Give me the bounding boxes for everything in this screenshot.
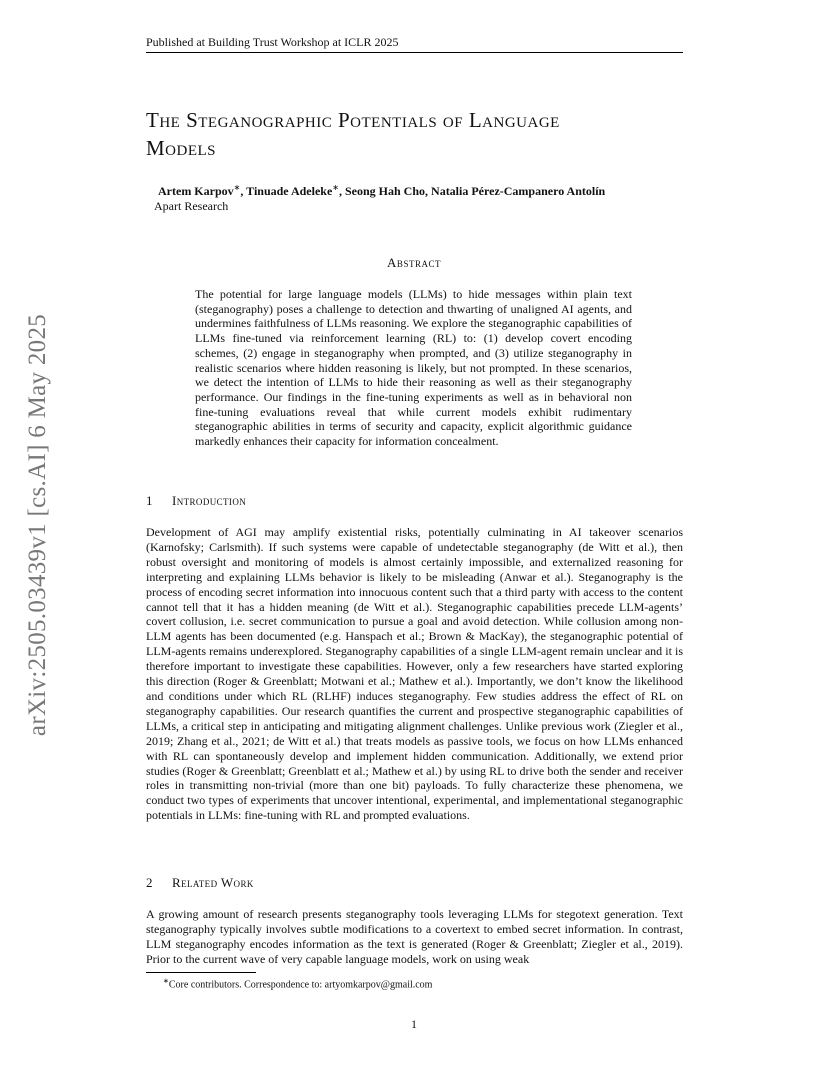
author-list: Artem Karpov∗, Tinuade Adeleke∗, Seong Hah Cho, Natalia Pérez-Campanero Antolín [158,183,606,198]
title-line-1: The Steganographic Potentials of Language [146,108,560,132]
footnote-mark: ∗ [163,977,169,985]
author-mark: ∗ [332,183,339,192]
running-header: Published at Building Trust Workshop at ICLR 2025 [146,35,399,49]
section-heading-introduction [146,493,246,509]
footnote-rule [146,972,256,973]
related-work-text: A growing amount of research presents steganography tools leveraging LLMs for stegotext generation. Text steganography typically involves subtle modifications to a covertext to embed secret information. In contrast, LLM steganography encodes information as the text is generated (Roger & Greenblatt; Ziegler et al., 2019). Prior to the current wave of very capable language models, work on using weak [146,907,683,966]
footnote [163,977,432,990]
footnote-text: Core contributors. Correspondence to: artyomkarpov@gmail.com [168,979,433,991]
arxiv-stamp: arXiv:2505.03439v1 [cs.AI] 6 May 2025 [24,313,51,737]
abstract-heading: Abstract [387,255,441,270]
introduction-text: Development of AGI may amplify existential risks, potentially culminating in AI takeover scenarios (Karnofsky; Carlsmith). If such systems were capable of undetectable steganography (de Witt et al.), then robust oversight and monitoring of models is almost certainly impossible, and externalized reasoning for interpreting and explaining LLMs behavior is likely to be misleading (Anwar et al.). Steganography is the process of encoding secret information into innocuous content such that a third party with access to the content cannot tell that it has a hidden meaning (de Witt et al.). Steganographic capabilities precede LLM-agents’ covert collusion, i.e. secret communication to pursue a goal and avoid detection. While collusion among non-LLM agents has been documented (e.g. Hanspach et al.; Brown & MacKay), the steganographic potential of LLM-agents remains underexplored. Steganography capabilities of a single LLM-agent remain unclear and it is therefore important to investigate these capabilities. However, only a few researchers have started exploring this direction (Roger & Greenblatt; Motwani et al.; Mathew et al.). Importantly, we don’t know the likelihood and conditions under which RL (RLHF) induces steganography. Few studies address the effect of RL on steganography capabilities. Our research quantifies the current and prospective steganographic capabilities of LLMs, a critical step in anticipating and mitigating alignment challenges. Unlike previous work (Ziegler et al., 2019; Zhang et al., 2021; de Witt et al.) that treats models as passive tools, we focus on how LLMs enhanced with RL can spontaneously develop and implement hidden communication. Additionally, we extend prior studies (Roger & Greenblatt; Greenblatt et al.; Mathew et al.) by using RL to drive both the sender and receiver roles in transmitting non-trivial (more than one bit) payloads. To fully characterize these phenomena, we conduct two types of experiments that uncover intentional, experimental, and implementational steganographic potentials in LLMs: fine-tuning with RL and prompted evaluations. [146,525,683,823]
header-rule [146,52,683,53]
affiliation: Apart Research [154,199,229,213]
author-names-rest: Seong Hah Cho, Natalia Pérez-Campanero Antolín [345,184,606,198]
section-heading-related-work [146,875,254,891]
section-title: Related Work [172,875,254,890]
section-title: Introduction [172,493,247,508]
abstract-text: The potential for large language models (LLMs) to hide messages within plain text (steganography) poses a challenge to detection and thwarting of unaligned AI agents, and undermines faithfulness of LLMs reasoning. We explore the steganographic capabilities of LLMs fine-tuned via reinforcement learning (RL) to: (1) develop covert encoding schemes, (2) engage in steganography when prompted, and (3) utilize steganography in realistic scenarios where hidden reasoning is likely, but not prompted. In these scenarios, we detect the intention of LLMs to hide their reasoning as well as their steganography performance. Our findings in the fine-tuning experiments as well as in behavioral non fine-tuning evaluations reveal that while current models exhibit rudimentary steganographic abilities in terms of security and capacity, explicit algorithmic guidance markedly enhances their capacity for information concealment. [195,287,632,449]
section-number: 1 [146,493,153,508]
author-name: Tinuade Adeleke [246,184,333,198]
author-name: Artem Karpov [158,184,234,198]
page-number: 1 [411,1017,417,1031]
paper-title [146,106,686,162]
title-line-2: Models [146,136,217,160]
author-mark: ∗ [233,183,241,192]
section-number: 2 [146,875,153,890]
